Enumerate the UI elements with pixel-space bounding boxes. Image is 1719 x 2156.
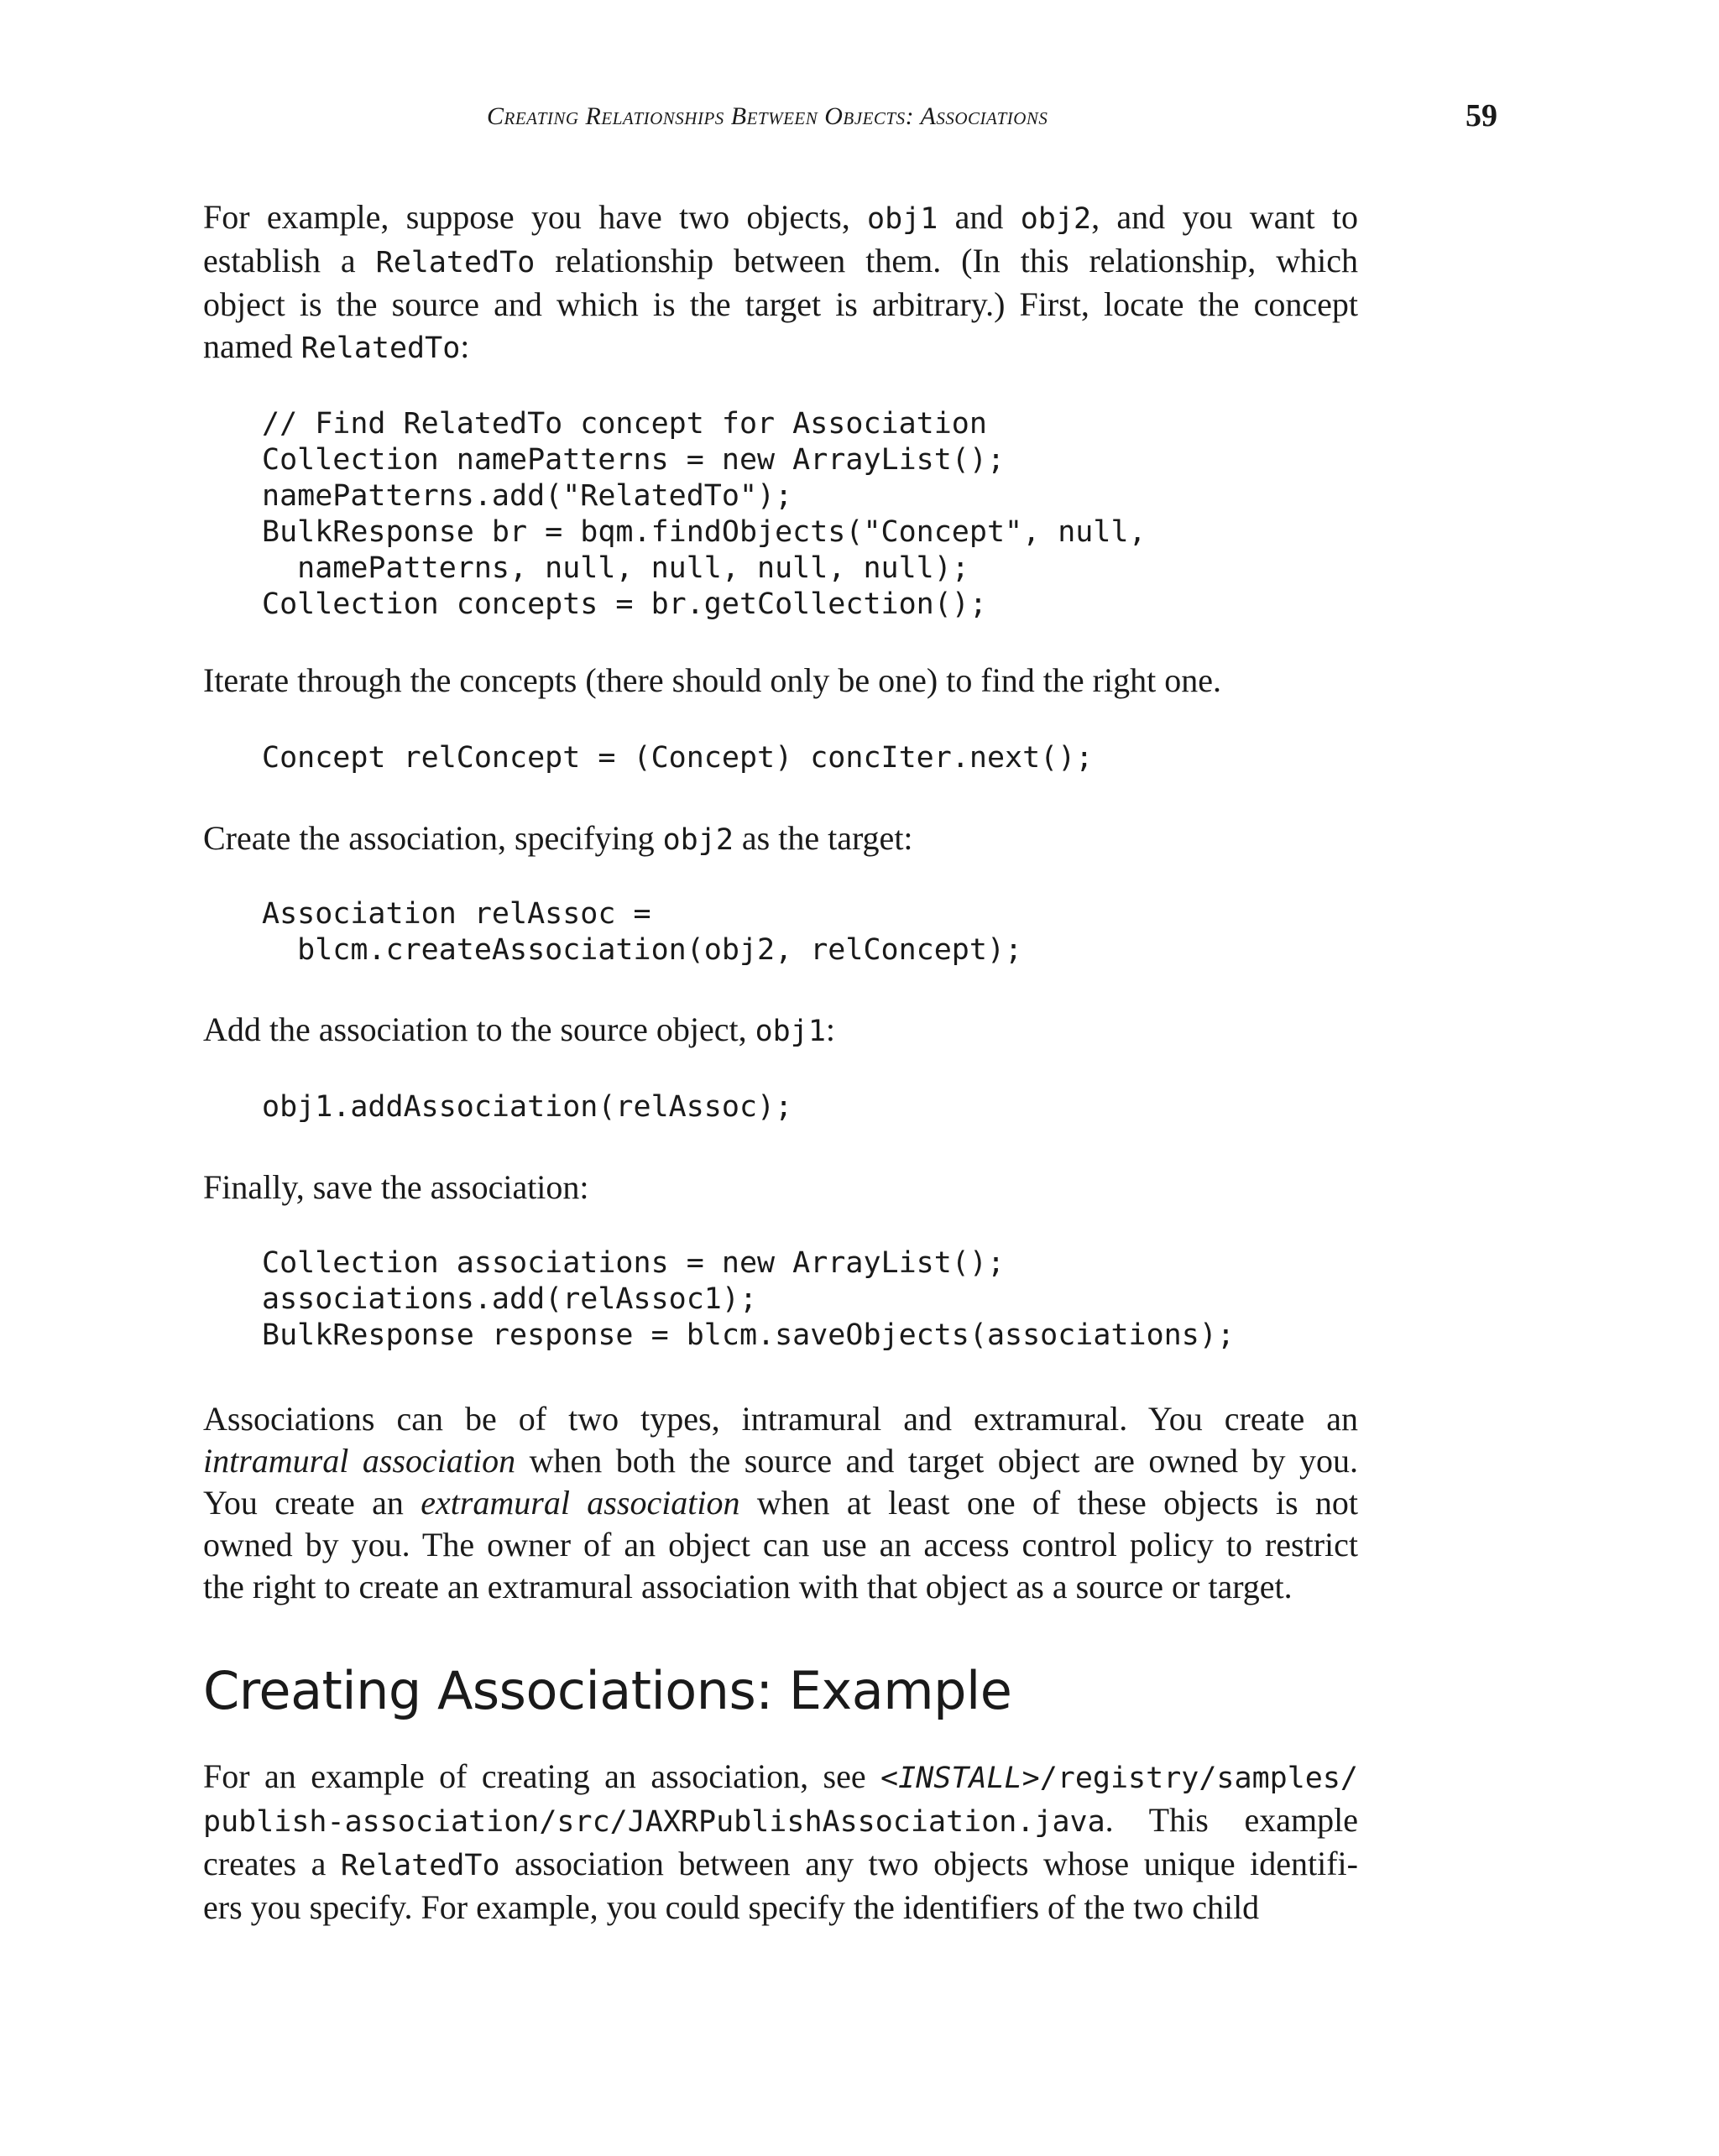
page-number: 59 (1466, 98, 1497, 133)
text-line: object is the source and which is the target is arbitrary.) First, locate the concept (203, 285, 1358, 323)
text-line: owned by you. The owner of an object can use an access control policy to restrict (203, 1526, 1358, 1563)
text-line: intramural association when both the source and target object are owned by you. (203, 1442, 1358, 1480)
code-concept-next: Concept relConcept = (Concept) concIter.next(); (262, 741, 1094, 775)
emphasized-term: intramural association (203, 1442, 516, 1480)
text-line: the right to create an extramural association with that object as a source or target. (203, 1568, 1293, 1605)
running-head (487, 102, 1048, 131)
text-line: For an example of creating an association, see <INSTALL>/registry/samples/ (203, 1757, 1358, 1795)
code-save-objects: Collection associations = new ArrayList(); associations.add(relAssoc1); BulkResponse response = blcm.saveObjects(associations); (262, 1246, 1235, 1352)
text-line: establish a RelatedTo relationship between them. (In this relationship, which (203, 242, 1359, 279)
section-heading: Creating Associations: Example (203, 1660, 1012, 1721)
iterate-paragraph (203, 660, 1358, 702)
create-paragraph (203, 817, 1358, 861)
intro-paragraph (203, 196, 1358, 369)
text-line: named RelatedTo: (203, 327, 470, 365)
create-text-before: Create the association, specifying (203, 819, 663, 857)
add-text-before: Add the association to the source object, (203, 1010, 755, 1048)
running-head-text: Creating Relationships Between Objects: Associations (487, 102, 1048, 130)
create-text (203, 817, 1358, 861)
finally-paragraph (203, 1167, 1358, 1209)
text-line: publish-association/src/JAXRPublishAssociation.java. This example (203, 1801, 1358, 1839)
finally-text: Finally, save the association: (203, 1168, 589, 1206)
add-text-code: obj1 (755, 1015, 826, 1048)
add-text-after: : (825, 1010, 836, 1048)
text-line: You create an extramural association when at least one of these objects is not (203, 1484, 1358, 1522)
code-find-concept: // Find RelatedTo concept for Association Collection namePatterns = new ArrayList(); namePatterns.add("RelatedTo"); BulkResponse br = bqm.findObjects("Concept", null, namePatterns, null, null, null, null); Collection concepts = br.getCollection(); (262, 407, 1147, 621)
types-paragraph (203, 1398, 1358, 1608)
example-paragraph (203, 1756, 1358, 1929)
inline-code: obj1 (867, 202, 938, 236)
inline-code: publish-association/src/JAXRPublishAssociation.java (203, 1805, 1105, 1839)
iterate-text: Iterate through the concepts (there should only be one) to find the right one. (203, 661, 1221, 699)
code-add-association: obj1.addAssociation(relAssoc); (262, 1090, 793, 1124)
code-create-association: Association relAssoc = blcm.createAssociation(obj2, relConcept); (262, 897, 1023, 967)
create-text-code: obj2 (662, 823, 734, 857)
inline-code: RelatedTo (300, 331, 461, 365)
inline-code: obj2 (1020, 202, 1092, 236)
create-text-after: as the target: (733, 819, 913, 857)
add-text (203, 1009, 1358, 1052)
inline-code: RelatedTo (340, 1849, 500, 1882)
text-line: ers you specify. For example, you could specify the identifiers of the two child (203, 1888, 1260, 1926)
text-line: Associations can be of two types, intramural and extramural. You create an (203, 1400, 1358, 1438)
inline-code: RelatedTo (375, 246, 536, 279)
text-line: For example, suppose you have two objects, obj1 and obj2, and you want to (203, 198, 1358, 236)
inline-code: /registry/samples/ (1039, 1762, 1358, 1795)
text-line: creates a RelatedTo association between any two objects whose unique identifi- (203, 1845, 1358, 1882)
inline-code-placeholder: <INSTALL> (880, 1762, 1040, 1795)
add-paragraph (203, 1009, 1358, 1052)
emphasized-term: extramural association (421, 1484, 740, 1522)
